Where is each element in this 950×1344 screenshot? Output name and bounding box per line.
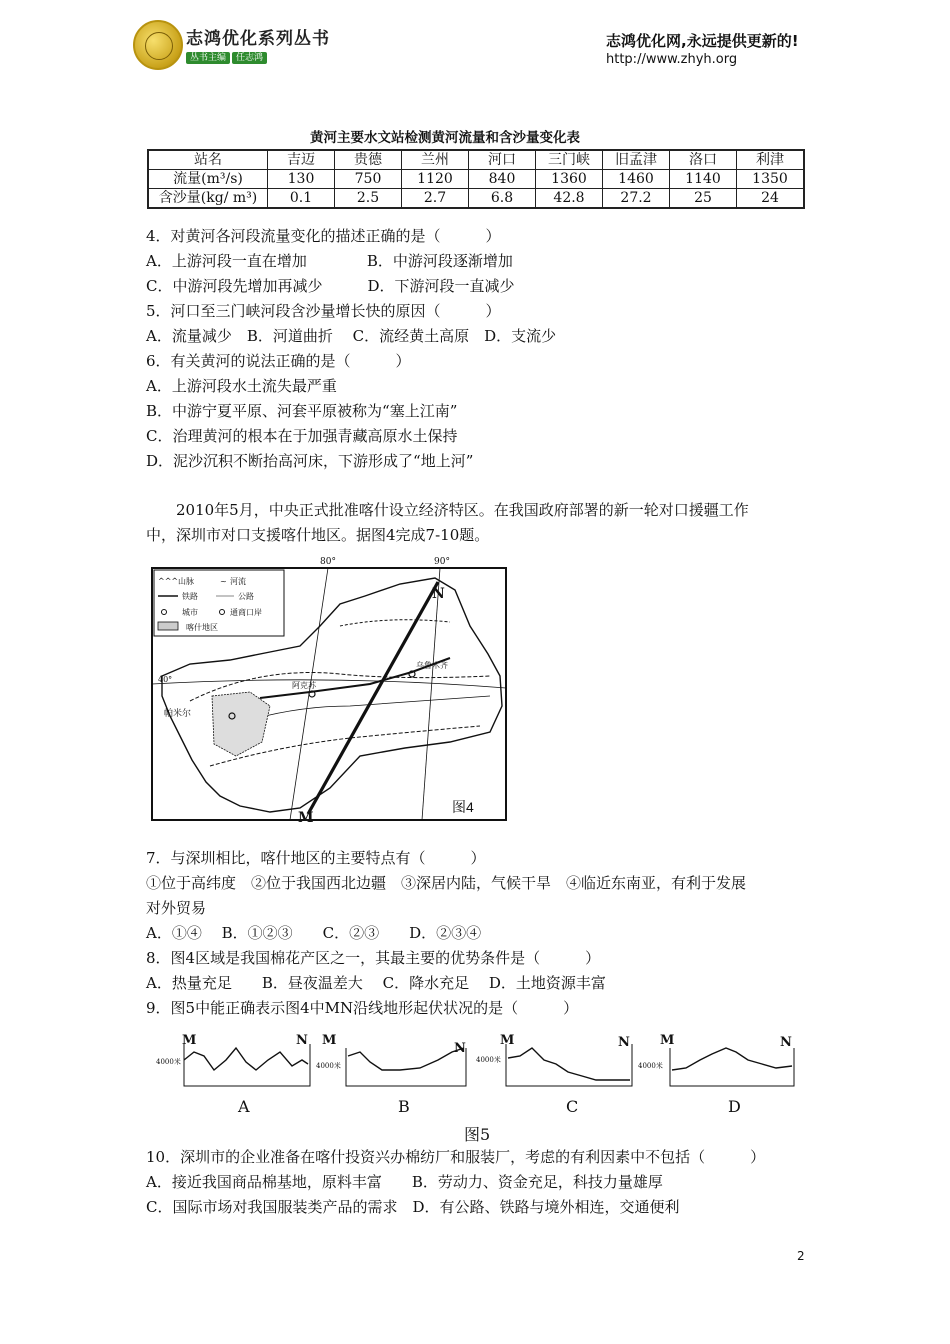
aksu-label: 阿克苏 [292, 681, 316, 690]
sand-cell: 25 [670, 189, 737, 209]
profile-b-label: B [398, 1097, 410, 1116]
legend-river-label: 河流 [230, 577, 246, 586]
series-title: 志鸿优化系列丛书 [186, 29, 330, 49]
flow-cell: 750 [335, 170, 402, 189]
flow-cell: 1460 [603, 170, 670, 189]
profile-c-label: C [566, 1097, 579, 1116]
profile-c-m-label: M [500, 1033, 515, 1048]
question-9: 9．图5中能正确表示图4中MN沿线地形起伏状况的是（ ） [146, 999, 579, 1017]
point-m-label: M [298, 810, 314, 826]
profile-d-label: D [728, 1097, 741, 1116]
option-line: C．国际市场对我国服装类产品的需求 D．有公路、铁路与境外相连，交通便利 [146, 1198, 680, 1216]
question-7: 7．与深圳相比，喀什地区的主要特点有（ ） [146, 849, 486, 867]
legend-port-label: 通商口岸 [230, 608, 262, 617]
header-cell: 站名 [148, 150, 268, 170]
sand-label-cell: 含沙量(kg/ m³) [148, 189, 268, 209]
profile-b-elev-label: 4000米 [316, 1062, 341, 1070]
station-cell: 吉迈 [268, 150, 335, 170]
urumqi-label: 乌鲁木齐 [416, 661, 448, 670]
option-line: ①位于高纬度 ②位于我国西北边疆 ③深居内陆，气候干旱 ④临近东南亚，有利于发展 [146, 874, 747, 892]
option-line: A．上游河段水土流失最严重 [146, 377, 337, 395]
series-logo [133, 20, 183, 70]
latitude-40-label: 40° [158, 675, 173, 684]
pamir-label: 帕米尔 [164, 709, 192, 719]
question-4: 4．对黄河各河段流量变化的描述正确的是（ ） [146, 227, 501, 245]
profile-a-m-label: M [182, 1033, 197, 1048]
legend-kashi-label: 喀什地区 [186, 623, 218, 632]
legend-road-label: 公路 [238, 592, 254, 601]
intro-paragraph-line: 2010年5月，中央正式批准喀什设立经济特区。在我国政府部署的新一轮对口援疆工作 [146, 501, 749, 519]
sand-cell: 2.5 [335, 189, 402, 209]
figure-4-map [150, 556, 510, 826]
station-cell: 利津 [737, 150, 805, 170]
sand-cell: 27.2 [603, 189, 670, 209]
profile-c-elev-label: 4000米 [476, 1056, 501, 1064]
site-slogan: 志鸿优化网,永远提供更新的! [606, 32, 799, 50]
legend-city-label: 城市 [182, 608, 198, 617]
option-line: A．上游河段一直在增加 B．中游河段逐渐增加 [146, 252, 513, 270]
sand-cell: 0.1 [268, 189, 335, 209]
flow-cell: 1350 [737, 170, 805, 189]
longitude-90-label: 90° [434, 557, 450, 567]
svg-text:^^^: ^^^ [158, 577, 179, 586]
option-line: A．接近我国商品棉基地，原料丰富 B．劳动力、资金充足，科技力量雄厚 [146, 1173, 663, 1191]
station-cell: 旧孟津 [603, 150, 670, 170]
table-row-flow [148, 170, 804, 189]
station-cell: 贵德 [335, 150, 402, 170]
profile-d-elev-label: 4000米 [638, 1062, 663, 1070]
question-6: 6．有关黄河的说法正确的是（ ） [146, 352, 411, 370]
sand-cell: 2.7 [402, 189, 469, 209]
svg-text:~: ~ [220, 577, 227, 586]
flow-cell: 130 [268, 170, 335, 189]
option-line: 对外贸易 [146, 899, 207, 917]
figure-5-profiles [156, 1030, 810, 1150]
flow-cell: 1120 [402, 170, 469, 189]
flow-cell: 1140 [670, 170, 737, 189]
profile-b-n-label: N [454, 1041, 466, 1056]
question-10: 10．深圳市的企业准备在喀什投资兴办棉纺厂和服装厂，考虑的有利因素中不包括（ ） [146, 1148, 766, 1166]
option-line: D．泥沙沉积不断抬高河床，下游形成了“地上河” [146, 452, 474, 470]
figure-4-caption: 图4 [452, 799, 474, 815]
page-number: 2 [797, 1249, 805, 1263]
question-5: 5．河口至三门峡河段含沙量增长快的原因（ ） [146, 302, 501, 320]
option-line: A．①④ B．①②③ C．②③ D．②③④ [146, 924, 482, 942]
option-line: C．治理黄河的根本在于加强青藏高原水土保持 [146, 427, 458, 445]
station-cell: 三门峡 [536, 150, 603, 170]
station-cell: 兰州 [402, 150, 469, 170]
sand-cell: 6.8 [469, 189, 536, 209]
site-url[interactable]: http://www.zhyh.org [606, 52, 738, 67]
sand-cell: 42.8 [536, 189, 603, 209]
profile-a-label: A [238, 1097, 250, 1116]
option-line: A．流量减少 B．河道曲折 C．流经黄土高原 D．支流少 [146, 327, 557, 345]
legend-rail-label: 铁路 [182, 592, 198, 601]
editor-badge: 丛书主编 [186, 52, 230, 64]
profile-c-n-label: N [618, 1035, 630, 1050]
legend-mountain-label: 山脉 [178, 577, 194, 586]
profile-a-n-label: N [296, 1033, 308, 1048]
option-line: C．中游河段先增加再减少 D．下游河段一直减少 [146, 277, 515, 295]
option-line: B．中游宁夏平原、河套平原被称为“塞上江南” [146, 402, 458, 420]
longitude-80-label: 80° [320, 557, 336, 567]
flow-label-cell: 流量(m³/s) [148, 170, 268, 189]
option-line: A．热量充足 B．昼夜温差大 C．降水充足 D．土地资源丰富 [146, 974, 606, 992]
station-cell: 洛口 [670, 150, 737, 170]
sand-cell: 24 [737, 189, 805, 209]
profile-b-m-label: M [322, 1033, 337, 1048]
hydrology-table [147, 149, 805, 209]
intro-paragraph-line: 中，深圳市对口支援喀什地区。据图4完成7-10题。 [146, 526, 490, 544]
flow-cell: 1360 [536, 170, 603, 189]
table-title: 黄河主要水文站检测黄河流量和含沙量变化表 [310, 130, 580, 146]
profile-a-elev-label: 4000米 [156, 1058, 181, 1066]
question-8: 8．图4区域是我国棉花产区之一，其最主要的优势条件是（ ） [146, 949, 601, 967]
table-row-sand [148, 189, 804, 209]
station-cell: 河口 [469, 150, 536, 170]
profile-d-n-label: N [780, 1035, 792, 1050]
point-n-label: N [432, 586, 445, 602]
table-row-stations [148, 150, 804, 170]
page-header [0, 0, 950, 80]
profile-d-m-label: M [660, 1033, 675, 1048]
flow-cell: 840 [469, 170, 536, 189]
editor-name-badge: 任志鸿 [232, 52, 267, 64]
figure-5-caption: 图5 [464, 1125, 491, 1144]
